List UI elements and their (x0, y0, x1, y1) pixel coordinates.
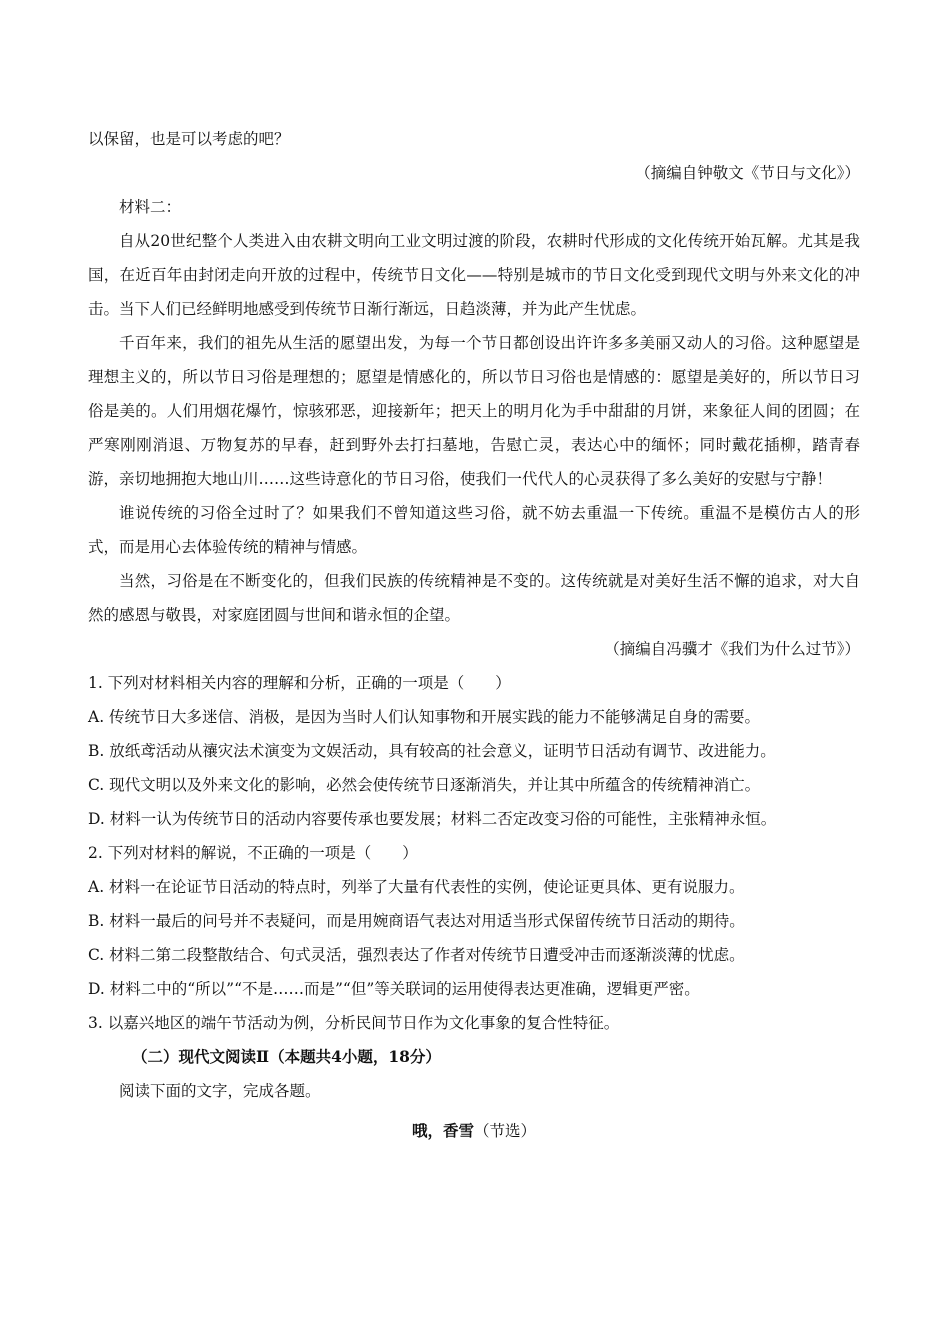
material2-paragraph: 千百年来，我们的祖先从生活的愿望出发，为每一个节日都创设出许许多多美丽又动人的习俗。这种愿望是理想主义的，所以节日习俗是理想的；愿望是情感化的，所以节日习俗也是情感的：愿望是美好的，所以节日习俗是美的。人们用烟花爆竹，惊骇邪恶，迎接新年；把天上的明月化为手中甜甜的月饼，来象征人间的团圆；在严寒刚刚消退、万物复苏的早春，赶到野外去打扫墓地，告慰亡灵，表达心中的缅怀；同时戴花插柳，踏青春游，亲切地拥抱大地山川……这些诗意化的节日习俗，使我们一代代人的心灵获得了多么美好的安慰与宁静！ (88, 334, 860, 488)
question-1 (88, 666, 860, 836)
material2-paragraph: 自从20世纪整个人类进入由农耕文明向工业文明过渡的阶段，农耕时代形成的文化传统开始瓦解。尤其是我国，在近百年由封闭走向开放的过程中，传统节日文化——特别是城市的节日文化受到现代文明与外来文化的冲击。当下人们已经鲜明地感受到传统节日渐行渐远，日趋淡薄，并为此产生忧虑。 (88, 232, 860, 318)
question-option: A. 传统节日大多迷信、消极，是因为当时人们认知事物和开展实践的能力不能够满足自身的需要。 (88, 708, 761, 726)
question-option: B. 放纸鸢活动从禳灾法术演变为文娱活动，具有较高的社会意义，证明节日活动有调节、改进能力。 (88, 742, 776, 760)
carry-over-line: 以保留，也是可以考虑的吧？ (88, 130, 290, 148)
material2-label: 材料二： (119, 198, 182, 216)
document-page (88, 122, 860, 1148)
question-stem: 1. 下列对材料相关内容的理解和分析，正确的一项是（ ） (88, 674, 511, 692)
question-option: B. 材料一最后的问号并不表疑问，而是用婉商语气表达对用适当形式保留传统节日活动的期待。 (88, 912, 745, 930)
question-option: C. 现代文明以及外来文化的影响，必然会使传统节日逐渐消失，并让其中所蕴含的传统精神消亡。 (88, 776, 761, 794)
reading-instruction: 阅读下面的文字，完成各题。 (119, 1082, 321, 1100)
question-3 (88, 1006, 860, 1040)
material2-paragraph: 谁说传统的习俗全过时了？如果我们不曾知道这些习俗，就不妨去重温一下传统。重温不是模仿古人的形式，而是用心去体验传统的精神与情感。 (88, 504, 860, 556)
question-stem: 3. 以嘉兴地区的端午节活动为例，分析民间节日作为文化事象的复合性特征。 (88, 1014, 620, 1032)
passage-title-note: （节选） (474, 1122, 537, 1140)
material2-paragraph: 当然，习俗是在不断变化的，但我们民族的传统精神是不变的。这传统就是对美好生活不懈的追求，对大自然的感恩与敬畏，对家庭团圆与世间和谐永恒的企望。 (88, 572, 860, 624)
question-2 (88, 836, 860, 1006)
section-heading: （二）现代文阅读Ⅱ（本题共4小题，18分） (132, 1047, 441, 1066)
question-option: A. 材料一在论证节日活动的特点时，列举了大量有代表性的实例，使论证更具体、更有说服力。 (88, 878, 745, 896)
source-citation-1: （摘编自钟敬文《节日与文化》） (635, 164, 860, 182)
passage-title (88, 1114, 860, 1148)
question-option: C. 材料二第二段整散结合、句式灵活，强烈表达了作者对传统节日遭受冲击而逐渐淡薄的忧虑。 (88, 946, 745, 964)
passage-title-text: 哦，香雪 (411, 1121, 474, 1140)
question-stem: 2. 下列对材料的解说，不正确的一项是（ ） (88, 844, 418, 862)
question-option: D. 材料二中的“所以”“不是……而是”“但”等关联词的运用使得表达更准确，逻辑更严密。 (88, 980, 700, 998)
source-citation-2: （摘编自冯骥才《我们为什么过节》） (604, 640, 860, 658)
question-option: D. 材料一认为传统节日的活动内容要传承也要发展；材料二否定改变习俗的可能性，主张精神永恒。 (88, 810, 777, 828)
